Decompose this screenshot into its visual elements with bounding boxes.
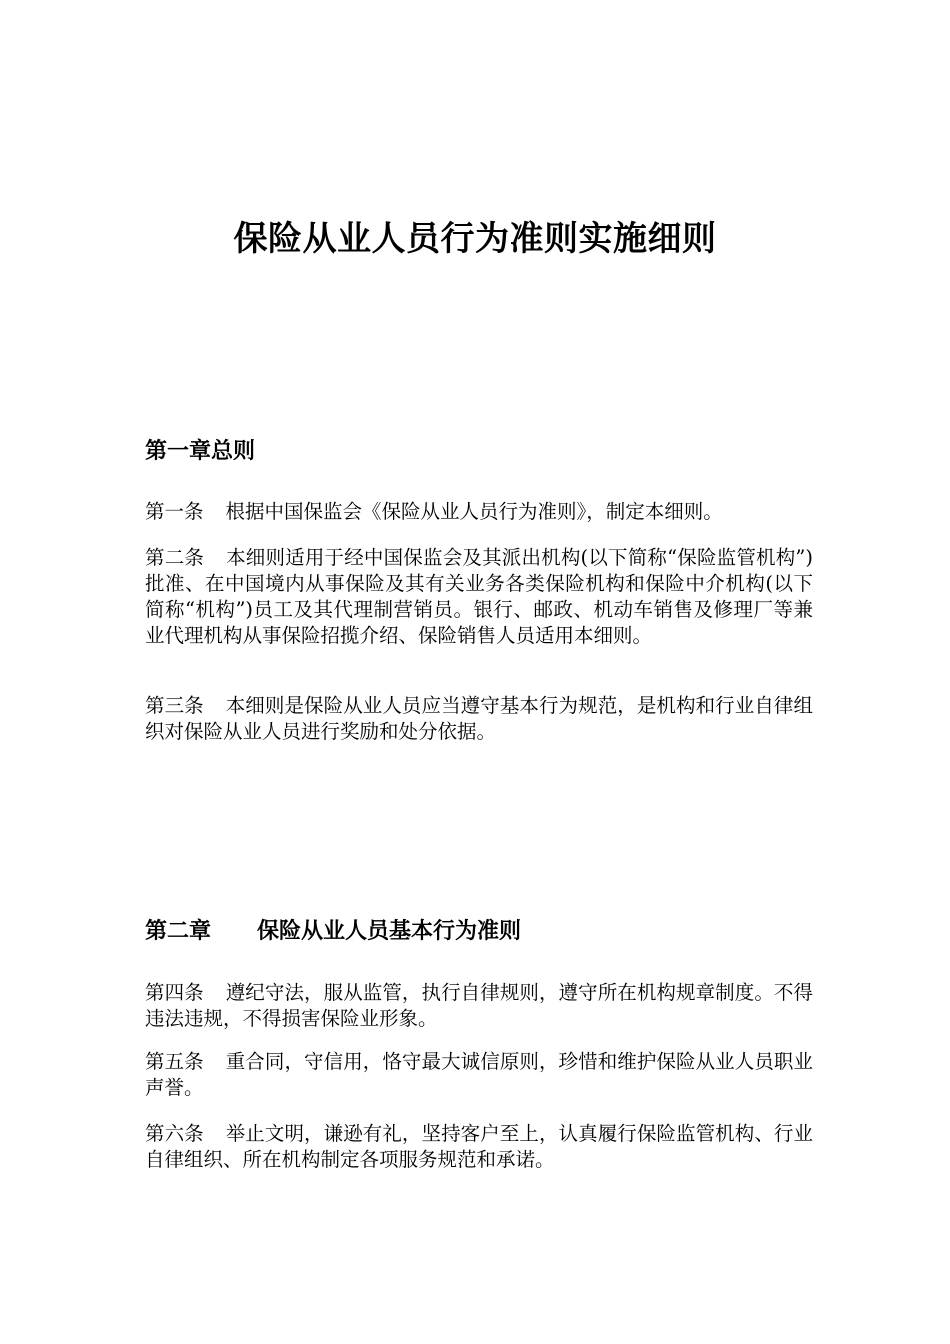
article-paragraph <box>145 499 813 525</box>
article-text: 本细则是保险从业人员应当遵守基本行为规范，是机构和行业自律组织对保险从业人员进行奖励和处分依据。 <box>145 694 813 743</box>
article-paragraph <box>145 693 813 745</box>
article-number: 第三条 <box>145 694 204 717</box>
article-paragraph <box>145 545 813 649</box>
article-paragraph <box>145 1049 813 1101</box>
article-text: 举止文明，谦逊有礼，坚持客户至上，认真履行保险监管机构、行业自律组织、所在机构制定各项服务规范和承诺。 <box>145 1122 813 1171</box>
article-number: 第五条 <box>145 1050 204 1073</box>
article-text: 根据中国保监会《保险从业人员行为准则》，制定本细则。 <box>225 500 723 523</box>
article-paragraph <box>145 1121 813 1173</box>
article-text: 遵纪守法，服从监管，执行自律规则，遵守所在机构规章制度。不得违法违规，不得损害保险业形象。 <box>145 981 813 1030</box>
article-number: 第二条 <box>145 546 205 569</box>
article-paragraph <box>145 980 813 1032</box>
article-text: 本细则适用于经中国保监会及其派出机构(以下简称“保险监管机构”)批准、在中国境内从事保险及其有关业务各类保险机构和保险中介机构(以下简称“机构”)员工及其代理制营销员。银行、邮政、机动车销售及修理厂等兼业代理机构从事保险招揽介绍、保险销售人员适用本细则。 <box>145 546 813 647</box>
article-number: 第一条 <box>145 500 204 523</box>
document-title: 保险从业人员行为准则实施细则 <box>233 219 717 259</box>
chapter-heading: 第二章 保险从业人员基本行为准则 <box>145 918 521 944</box>
chapter-heading: 第一章总则 <box>145 438 256 464</box>
article-text: 重合同，守信用，恪守最大诚信原则，珍惜和维护保险从业人员职业声誉。 <box>145 1050 813 1099</box>
article-number: 第六条 <box>145 1122 204 1145</box>
article-number: 第四条 <box>145 981 204 1004</box>
